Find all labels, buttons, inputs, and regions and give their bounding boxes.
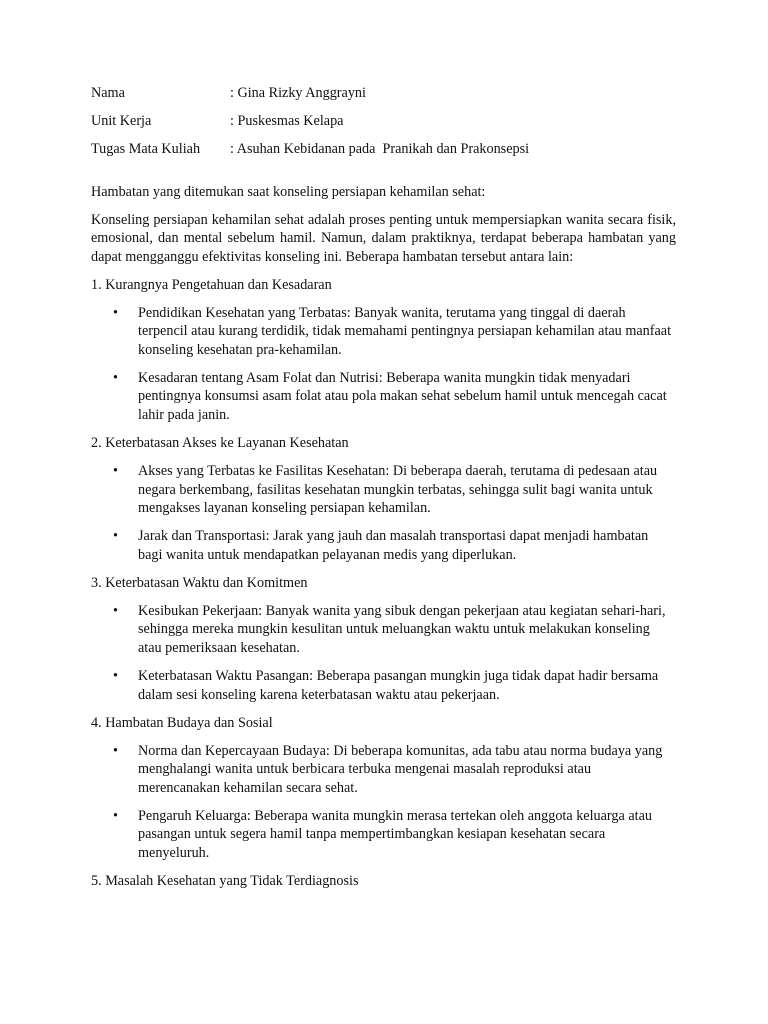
section-heading: 2. Keterbatasan Akses ke Layanan Kesehatan <box>91 435 349 452</box>
bullet-icon: • <box>113 463 118 480</box>
list-item-text: Kesibukan Pekerjaan: Banyak wanita yang sibuk dengan pekerjaan atau kegiatan sehari-hari, sehingga mereka mungkin kesulitan untuk meluangkan waktu untuk melakukan konseling atau pemeriksaan kesehatan. <box>138 602 666 656</box>
list-item-text: Jarak dan Transportasi: Jarak yang jauh dan masalah transportasi dapat menjadi hambatan bagi wanita untuk mendapatkan pelayanan medis yang diperlukan. <box>138 528 649 563</box>
section-heading: 3. Keterbatasan Waktu dan Komitmen <box>91 574 308 591</box>
section-5 <box>91 872 676 891</box>
section-4 <box>91 714 676 863</box>
list-item-text: Akses yang Terbatas ke Fasilitas Kesehatan: Di beberapa daerah, terutama di pedesaan atau negara berkembang, fasilitas kesehatan mungkin terbatas, sehingga sulit bagi wanita untuk mengakses layanan konseling persiapan kehamilan. <box>138 463 658 517</box>
section-heading: 4. Hambatan Budaya dan Sosial <box>91 714 273 731</box>
list-item <box>91 742 676 798</box>
list-item <box>91 667 676 704</box>
list-item <box>91 304 676 360</box>
section-heading: 5. Masalah Kesehatan yang Tidak Terdiagnosis <box>91 872 359 889</box>
list-item-text: Keterbatasan Waktu Pasangan: Beberapa pasangan mungkin juga tidak dapat hadir bersama dalam sesi konseling karena keterbatasan waktu atau pekerjaan. <box>138 667 659 703</box>
list-item <box>91 527 676 564</box>
meta-row-name <box>91 84 676 103</box>
list-item-text: Norma dan Kepercayaan Budaya: Di beberapa komunitas, ada tabu atau norma budaya yang menghalangi wanita untuk berbicara terbuka mengenai masalah reproduksi atau merencanakan kehamilan secara sehat. <box>138 742 663 796</box>
bullet-list <box>91 742 676 863</box>
list-item-text: Pengaruh Keluarga: Beberapa wanita mungkin merasa tertekan oleh anggota keluarga atau pasangan untuk segera hamil tanpa mempertimbangkan kesiapan kesehatan secara menyeluruh. <box>138 807 652 861</box>
section-1 <box>91 276 676 425</box>
meta-value: : Gina Rizky Anggrayni <box>230 85 366 101</box>
bullet-icon: • <box>113 742 118 759</box>
meta-row-unit <box>91 112 676 131</box>
meta-value: : Puskesmas Kelapa <box>230 112 344 129</box>
meta-label: Nama <box>91 85 125 101</box>
list-item <box>91 462 676 518</box>
bullet-icon: • <box>113 602 118 619</box>
document-page <box>91 84 676 900</box>
bullet-list <box>91 462 676 564</box>
bullet-icon: • <box>113 667 118 684</box>
section-2 <box>91 434 676 564</box>
intro-title: Hambatan yang ditemukan saat konseling persiapan kehamilan sehat: <box>91 183 486 200</box>
list-item <box>91 602 676 658</box>
list-item <box>91 807 676 863</box>
meta-label: Tugas Mata Kuliah <box>91 140 201 157</box>
meta-label: Unit Kerja <box>91 112 152 129</box>
bullet-icon: • <box>113 807 118 824</box>
section-heading: 1. Kurangnya Pengetahuan dan Kesadaran <box>91 276 332 293</box>
list-item <box>91 369 676 425</box>
meta-value: : Asuhan Kebidanan pada Pranikah dan Prakonsepsi <box>230 140 530 157</box>
bullet-list <box>91 602 676 704</box>
list-item-text: Kesadaran tentang Asam Folat dan Nutrisi: Beberapa wanita mungkin tidak menyadari pentingnya konsumsi asam folat atau pola makan sehat sebelum hamil untuk mencegah cacat lahir pada janin. <box>138 369 667 424</box>
bullet-icon: • <box>113 304 118 321</box>
section-3 <box>91 574 676 704</box>
identity-block <box>91 84 676 159</box>
meta-row-course <box>91 140 676 159</box>
bullet-list <box>91 304 676 425</box>
intro-paragraph: Konseling persiapan kehamilan sehat adalah proses penting untuk mempersiapkan wanita secara fisik, emosional, dan mental sebelum hamil. Namun, dalam praktiknya, terdapat beberapa hambatan yang dapat mengganggu efektivitas konseling ini. Beberapa hambatan tersebut antara lain: <box>91 211 676 265</box>
list-item-text: Pendidikan Kesehatan yang Terbatas: Banyak wanita, terutama yang tinggal di daerah terpencil atau kurang terdidik, tidak memahami pentingnya persiapan kehamilan atau manfaat konseling kesehatan pra-kehamilan. <box>138 304 672 358</box>
bullet-icon: • <box>113 369 118 386</box>
bullet-icon: • <box>113 528 118 545</box>
